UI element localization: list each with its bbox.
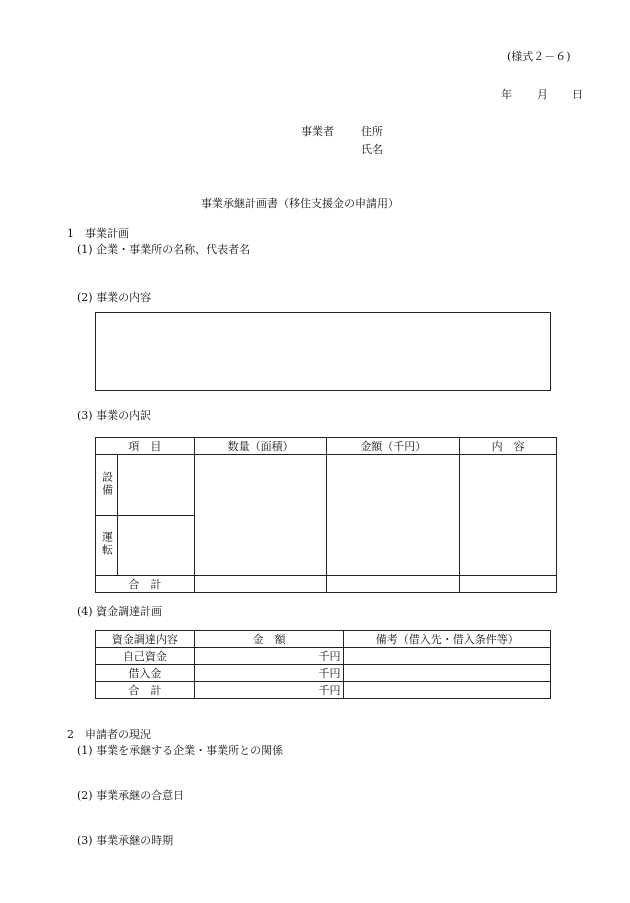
funding-row-label: 自己資金	[96, 648, 195, 665]
operating-label-cell	[96, 516, 118, 576]
breakdown-header-row	[96, 438, 557, 455]
date-day-label: 日	[572, 88, 583, 101]
breakdown-table	[95, 437, 557, 593]
section1-item1: (1) 企業・事業所の名称、代表者名	[77, 243, 251, 256]
funding-row-loan	[96, 665, 551, 682]
funding-row-total	[96, 682, 551, 699]
applicant-label: 事業者	[301, 125, 334, 138]
section2-item2: (2) 事業承継の合意日	[77, 789, 185, 802]
funding-notes-cell[interactable]	[344, 648, 551, 665]
funding-header-amount: 金 額	[194, 631, 344, 648]
breakdown-header-content: 内 容	[460, 438, 557, 455]
content-cell[interactable]	[460, 455, 557, 576]
funding-header-row	[96, 631, 551, 648]
section1-item2: (2) 事業の内容	[77, 291, 152, 304]
breakdown-header-quantity: 数量（面積）	[194, 438, 327, 455]
business-content-box[interactable]	[95, 312, 551, 391]
name-label: 氏名	[361, 143, 383, 156]
funding-notes-cell[interactable]	[344, 682, 551, 699]
total-amount-cell[interactable]	[327, 576, 460, 593]
funding-notes-cell[interactable]	[344, 665, 551, 682]
funding-header-content: 資金調達内容	[96, 631, 195, 648]
funding-header-notes: 備考（借入先・借入条件等）	[344, 631, 551, 648]
funding-amount-cell[interactable]: 千円	[194, 682, 344, 699]
total-content-cell[interactable]	[460, 576, 557, 593]
breakdown-row-equipment	[96, 455, 557, 516]
equipment-label: 設備	[100, 470, 114, 497]
total-quantity-cell[interactable]	[194, 576, 327, 593]
section2-item1: (1) 事業を承継する企業・事業所との関係	[77, 744, 284, 757]
date-year-label: 年	[501, 88, 512, 101]
funding-row-label: 借入金	[96, 665, 195, 682]
page-title: 事業承継計画書（移住支援金の申請用）	[201, 197, 399, 210]
section1-item3: (3) 事業の内訳	[77, 409, 152, 422]
section1-item4: (4) 資金調達計画	[77, 605, 163, 618]
funding-amount-cell[interactable]: 千円	[194, 665, 344, 682]
quantity-cell[interactable]	[194, 455, 327, 576]
section2-heading: 2 申請者の現況	[67, 728, 151, 741]
form-number: (様式２－６)	[507, 50, 571, 63]
funding-amount-cell[interactable]: 千円	[194, 648, 344, 665]
section2-item3: (3) 事業承継の時期	[77, 834, 174, 847]
address-label: 住所	[361, 125, 383, 138]
funding-table	[95, 630, 551, 699]
breakdown-total-label: 合 計	[96, 576, 195, 593]
funding-row-own	[96, 648, 551, 665]
amount-cell[interactable]	[327, 455, 460, 576]
breakdown-total-row	[96, 576, 557, 593]
breakdown-header-item: 項 目	[96, 438, 195, 455]
funding-row-label: 合 計	[96, 682, 195, 699]
equipment-label-cell	[96, 455, 118, 516]
operating-item-cell[interactable]	[117, 516, 194, 576]
date-month-label: 月	[537, 88, 548, 101]
section1-heading: 1 事業計画	[67, 227, 129, 240]
breakdown-header-amount: 金額（千円）	[327, 438, 460, 455]
equipment-item-cell[interactable]	[117, 455, 194, 516]
operating-label: 運転	[100, 531, 114, 557]
